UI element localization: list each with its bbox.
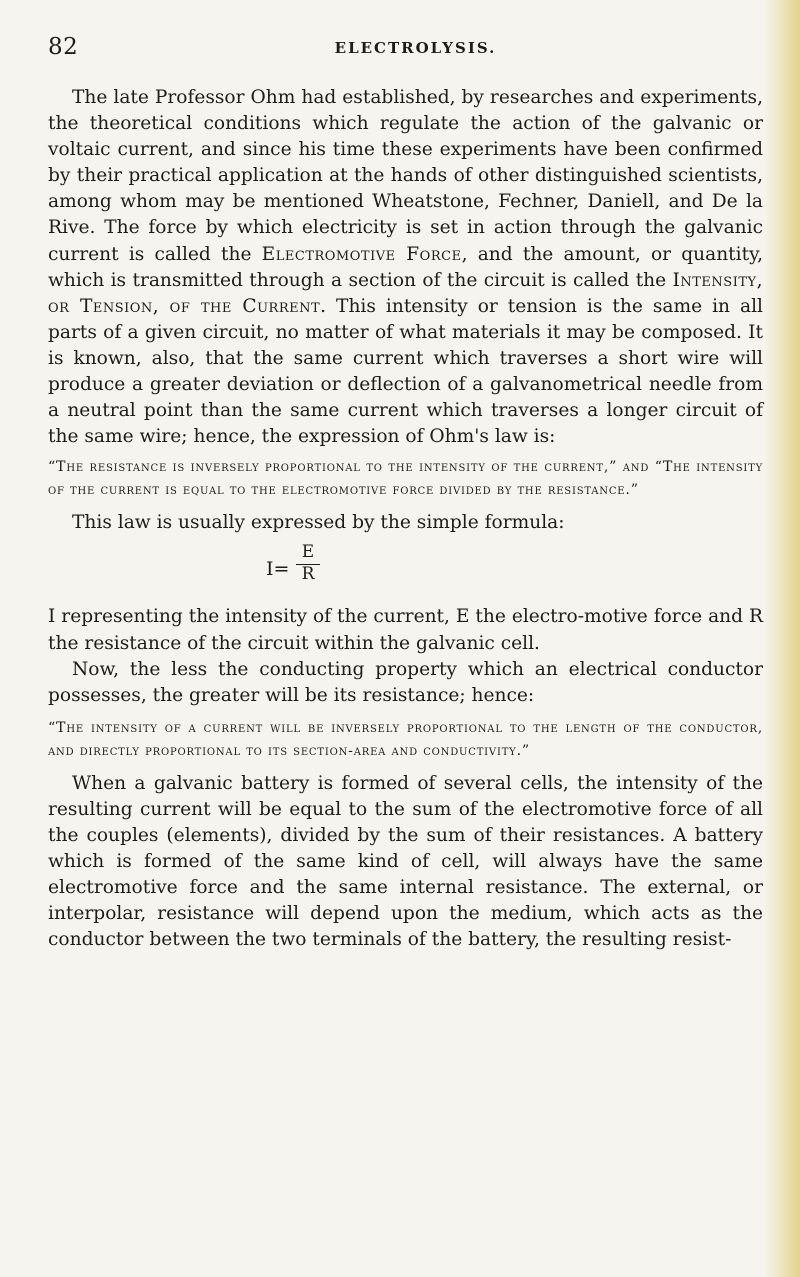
formula-denominator: R <box>301 564 315 585</box>
formula-fraction <box>296 542 320 584</box>
ohm-formula <box>48 538 763 600</box>
paragraph-ohm-intro <box>48 85 763 450</box>
page-number: 82 <box>48 34 79 60</box>
law-quote-2: “The intensity of a current will be inversely proportional to the length of the conductor, and directly proportional to its section-area and conductivity.” <box>48 719 763 759</box>
page-edge-shading <box>764 0 800 1277</box>
paragraph-battery: When a galvanic battery is formed of several cells, the intensity of the resulting current will be equal to the sum of the electromotive force of all the couples (elements), divided by the sum of their resistances. A battery which is formed of the same kind of cell, will always have the same electromotive force and the same internal resistance. The external, or interpolar, resistance will depend upon the medium, which acts as the conductor between the two terminals of the battery, the resulting resist- <box>48 772 763 951</box>
paragraph-text: , and the amount, or quantity, which is transmitted through a section of the circuit is called the <box>48 243 764 291</box>
term-intensity-of-current: Intensity, or Tension, of the Current <box>48 269 763 317</box>
paragraph-formula-explanation: I representing the intensity of the current, E the electro-motive force and R the resistance of the circuit within the galvanic cell. <box>48 606 763 654</box>
paragraph-resistance: Now, the less the conducting property which an electrical conductor possesses, the greater will be its resistance; hence: <box>48 658 763 706</box>
paragraph-text: . This intensity or tension is the same in all parts of a given circuit, no matter of what materials it may be composed. It is known, also, that the same current which traverses a short wire will produce a greater deviation or deflection of a galvanometrical needle from a neutral point than the same current which traverses a longer circuit of the same wire; hence, the expression of Ohm's law is: <box>48 295 763 448</box>
formula-intro: This law is usually expressed by the simple formula: <box>72 512 565 534</box>
paragraph-text: The late Professor Ohm had established, by researches and experiments, the theoretical conditions which regulate the action of the galvanic or voltaic current, and since his time these experiments have been confirmed by their practical application at the hands of other distinguished scientists, among whom may be mentioned Wheatstone, Fechner, Daniell, and De la Rive. The force by which electricity is set in action through the galvanic current is called the <box>48 87 763 265</box>
running-head <box>48 34 763 66</box>
running-title: ELECTROLYSIS. <box>334 39 497 57</box>
term-electromotive-force: Electromotive Force <box>261 243 462 265</box>
formula-lhs: I= <box>266 558 290 581</box>
formula-numerator: E <box>301 542 315 563</box>
law-quote-1: “The resistance is inversely proportional to the intensity of the current,” and “The intensity of the current is equal to the electromotive force divided by the resistance.” <box>48 459 763 499</box>
book-page <box>48 34 763 953</box>
